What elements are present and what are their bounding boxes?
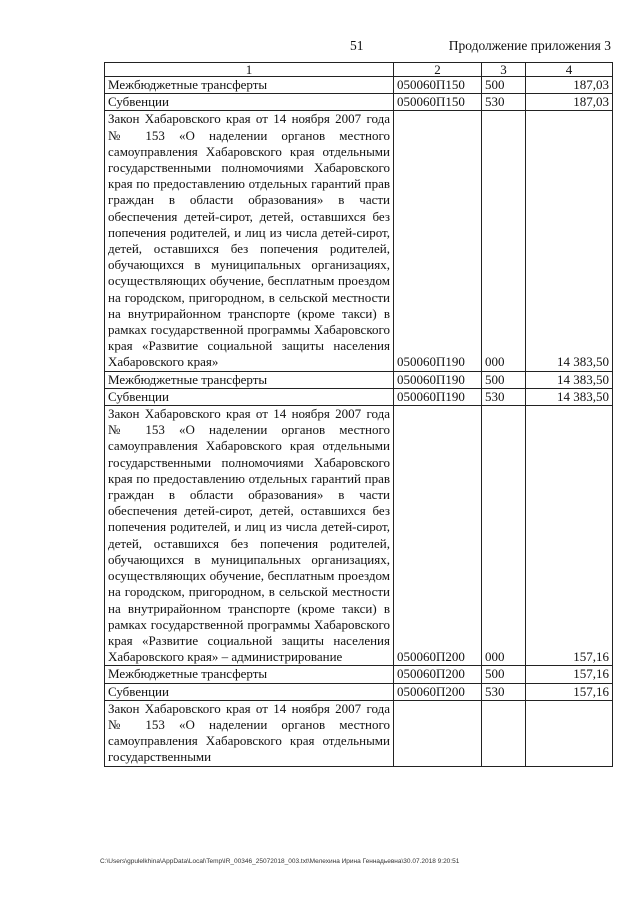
row-code xyxy=(394,700,482,766)
row-amount: 14 383,50 xyxy=(526,371,613,388)
row-name: Межбюджетные трансферты xyxy=(105,666,394,683)
row-name: Межбюджетные трансферты xyxy=(105,77,394,94)
row-amount: 14 383,50 xyxy=(526,111,613,371)
row-amount xyxy=(526,700,613,766)
row-code: 050060П190 xyxy=(394,111,482,371)
row-amount: 157,16 xyxy=(526,683,613,700)
row-name: Закон Хабаровского края от 14 ноября 2007 года № 153 «О наделении органов местного самоуправления Хабаровского края отдельными государственными полномочиями Хабаровского края по предоставлению отдельных гарантий прав граждан в области образования» в части обеспечения детей-сирот, детей, оставшихся без попечения родителей, и лиц из числа детей-сирот, детей, оставшихся без попечения родителей, обучающихся в муниципальных организациях, осуществляющих обучение, бесплатным проездом на городском, пригородном, в сельской местности на внутрирайонном транспорте (кроме такси) в рамках государственной программы Хабаровского края «Развитие социальной защиты населения Хабаровского края» xyxy=(105,111,394,371)
file-path-footer: C:\Users\gpulelkhina\AppData\Local\Temp\IR_00346_25072018_003.txt\Мелехина Ирина Геннадьевна\30.07.2018 9:20:51 xyxy=(100,858,460,865)
table-row xyxy=(105,388,613,405)
row-expense-type: 500 xyxy=(482,371,526,388)
row-expense-type: 530 xyxy=(482,683,526,700)
row-expense-type: 000 xyxy=(482,111,526,371)
row-expense-type xyxy=(482,700,526,766)
budget-table xyxy=(104,62,613,767)
row-expense-type: 500 xyxy=(482,77,526,94)
table-row xyxy=(105,371,613,388)
row-code: 050060П200 xyxy=(394,406,482,666)
row-amount: 187,03 xyxy=(526,77,613,94)
column-header: 3 xyxy=(482,63,526,77)
row-code: 050060П190 xyxy=(394,371,482,388)
row-expense-type: 530 xyxy=(482,94,526,111)
table-row xyxy=(105,666,613,683)
column-header: 2 xyxy=(394,63,482,77)
table-row xyxy=(105,77,613,94)
table-row xyxy=(105,700,613,766)
table-row xyxy=(105,683,613,700)
row-name: Закон Хабаровского края от 14 ноября 2007 года № 153 «О наделении органов местного самоуправления Хабаровского края отдельными государственными xyxy=(105,700,394,766)
row-code: 050060П150 xyxy=(394,77,482,94)
row-amount: 157,16 xyxy=(526,666,613,683)
row-code: 050060П150 xyxy=(394,94,482,111)
row-amount: 187,03 xyxy=(526,94,613,111)
row-expense-type: 500 xyxy=(482,666,526,683)
row-name: Субвенции xyxy=(105,683,394,700)
row-code: 050060П200 xyxy=(394,683,482,700)
row-amount: 14 383,50 xyxy=(526,388,613,405)
row-amount: 157,16 xyxy=(526,406,613,666)
row-expense-type: 000 xyxy=(482,406,526,666)
table-row xyxy=(105,111,613,371)
appendix-note: Продолжение приложения 3 xyxy=(448,38,611,53)
page-number: 51 xyxy=(350,38,364,53)
column-header-row xyxy=(105,63,613,77)
column-header: 1 xyxy=(105,63,394,77)
row-expense-type: 530 xyxy=(482,388,526,405)
table-row xyxy=(105,94,613,111)
row-name: Межбюджетные трансферты xyxy=(105,371,394,388)
row-code: 050060П190 xyxy=(394,388,482,405)
row-code: 050060П200 xyxy=(394,666,482,683)
row-name: Субвенции xyxy=(105,94,394,111)
column-header: 4 xyxy=(526,63,613,77)
row-name: Субвенции xyxy=(105,388,394,405)
table-row xyxy=(105,406,613,666)
row-name: Закон Хабаровского края от 14 ноября 2007 года № 153 «О наделении органов местного самоуправления Хабаровского края отдельными государственными полномочиями Хабаровского края по предоставлению отдельных гарантий прав граждан в области образования» в части обеспечения детей-сирот, детей, оставшихся без попечения родителей, и лиц из числа детей-сирот, детей, оставшихся без попечения родителей, обучающихся в муниципальных организациях, осуществляющих обучение, бесплатным проездом на городском, пригородном, в сельской местности на внутрирайонном транспорте (кроме такси) в рамках государственной программы Хабаровского края «Развитие социальной защиты населения Хабаровского края» – администрирование xyxy=(105,406,394,666)
